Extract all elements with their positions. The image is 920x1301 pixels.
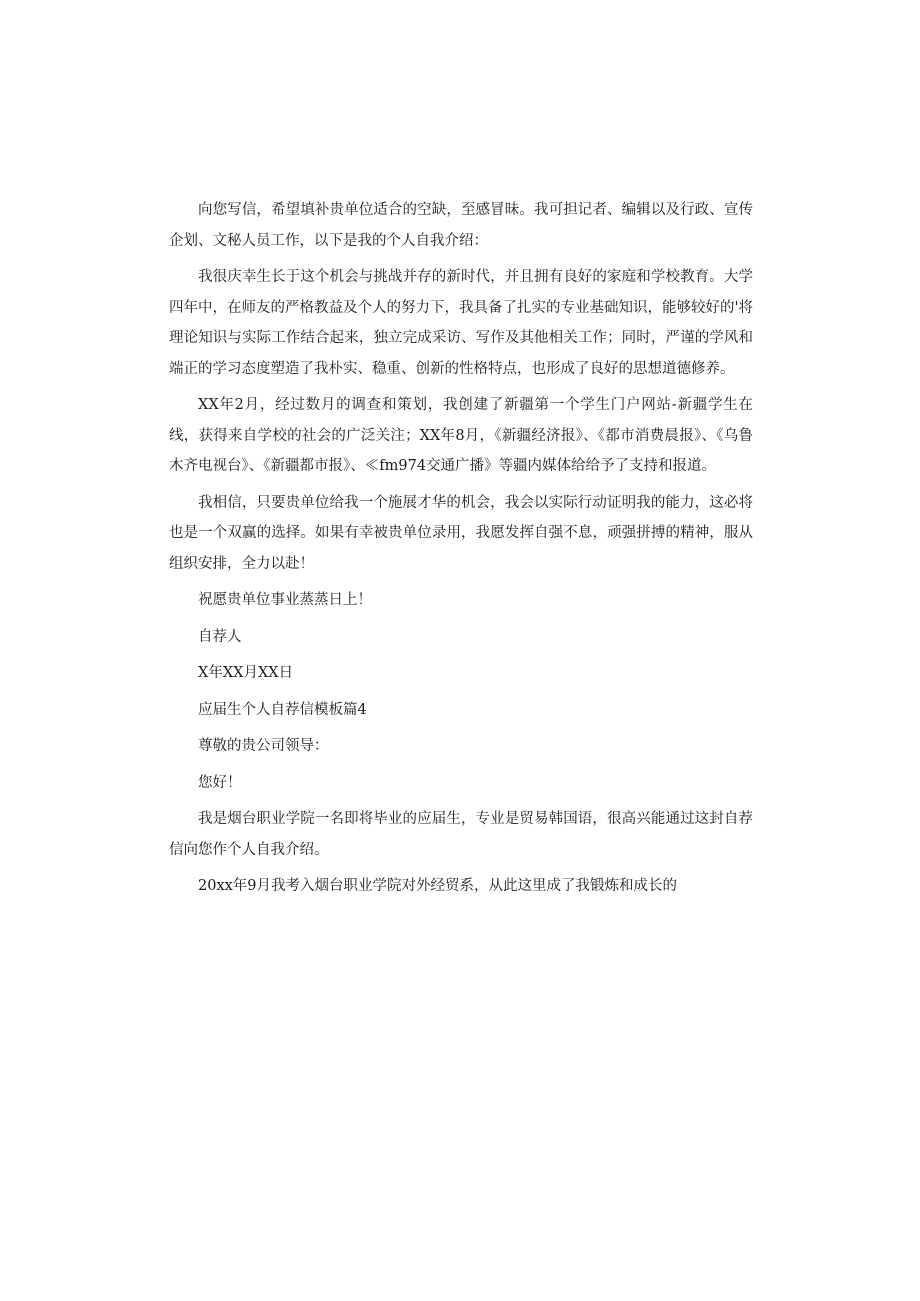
paragraph-1: 向您写信，希望填补贵单位适合的空缺，至感冒昧。我可担记者、编辑以及行政、宣传企划、文秘人员工作，以下是我的个人自我介绍： [169,202,753,249]
paragraph-3: XX年2月，经过数月的调查和策划，我创建了新疆第一个学生门户网站-新疆学生在线，获得来自学校的社会的广泛关注；XX年8月，《新疆经济报》、《都市消费晨报》、《乌鲁木齐电视台》、《新疆都市报》、≪fm974交通广播》等疆内媒体给给予了支持和报道。 [169,397,753,474]
letter-body [169,195,753,908]
section-title: 应届生个人自荐信模板篇4 [198,701,367,718]
paragraph-2: 我很庆幸生长于这个机会与挑战并存的新时代，并且拥有良好的家庭和学校教育。大学四年中，在师友的严格教益及个人的努力下，我具备了扎实的专业基础知识，能够较好的'将理论知识与实际工作结合起来，独立完成采访、写作及其他相关工作；同时，严谨的学风和端正的学习态度塑造了我朴实、稳重、创新的性格特点，也形成了良好的思想道德修养。 [169,269,753,377]
last-paragraph: 20xx年9月我考入烟台职业学院对外经贸系，从此这里成了我锻炼和成长的 [198,878,678,894]
paragraph-4: 我相信，只要贵单位给我一个施展才华的机会，我会以实际行动证明我的能力，这必将也是一个双赢的选择。如果有幸被贵单位录用，我愿发挥自强不息，顽强拼搏的精神，服从组织安排，全力以赴！ [169,494,753,572]
date-line: X年XX月XX日 [198,665,294,681]
signature-line: 自荐人 [198,628,242,645]
salutation-line: 尊敬的贵公司领导： [198,738,329,754]
intro-paragraph: 我是烟台职业学院一名即将毕业的应届生，专业是贸易韩国语，很高兴能通过这封自荐信向您作个人自我介绍。 [169,811,753,858]
closing-line: 祝愿贵单位事业蒸蒸日上！ [198,592,372,608]
greeting-line: 您好！ [198,774,242,791]
